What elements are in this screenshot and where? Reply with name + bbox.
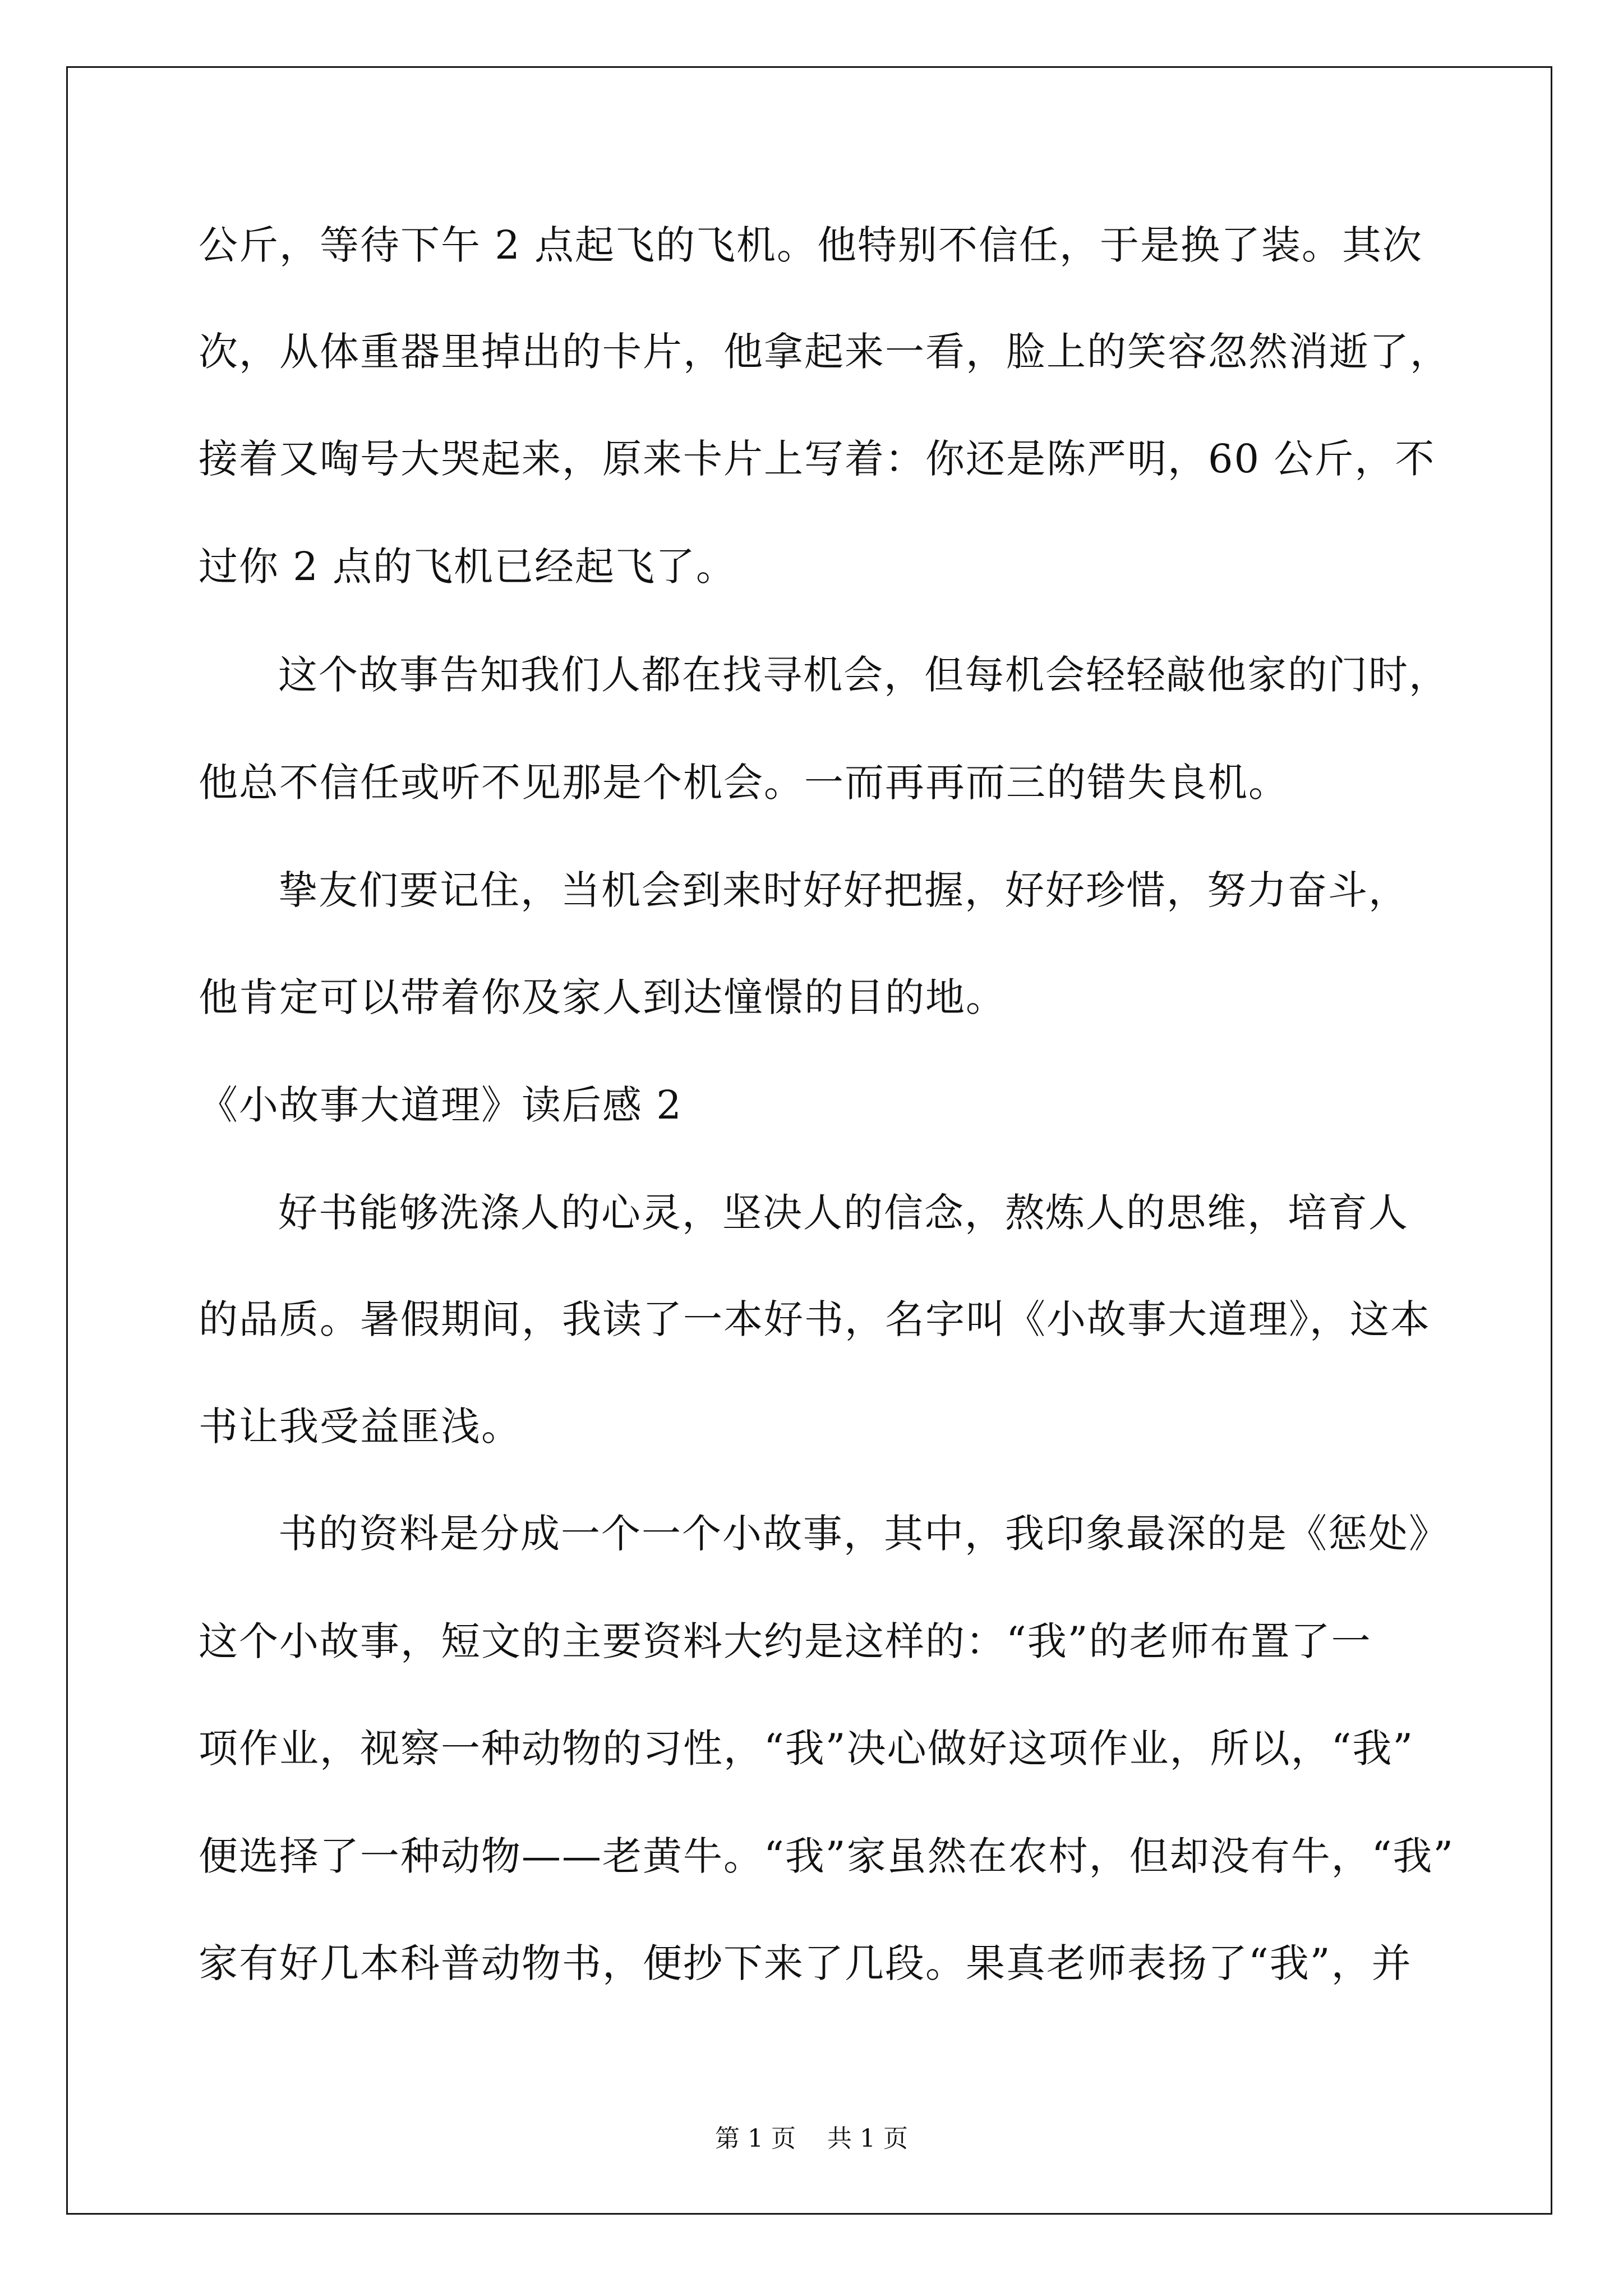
text-line: 的品质。暑假期间，我读了一本好书，名字叫《小故事大道理》，这本 (199, 1296, 1431, 1342)
section-heading: 《小故事大道理》读后感 2 (199, 1082, 683, 1128)
page-total: 共 1 页 (827, 2124, 908, 2153)
text-line: 过你 2 点的飞机已经起飞了。 (199, 544, 737, 590)
text-line: 公斤，等待下午 2 点起飞的飞机。他特别不信任，于是换了装。其次 (199, 222, 1423, 268)
page-number: 第 1 页 (715, 2124, 796, 2153)
paragraph-start: 挚友们要记住，当机会到来时好好把握，好好珍惜，努力奋斗， (278, 867, 1409, 913)
text-line: 次，从体重器里掉出的卡片，他拿起来一看，脸上的笑容忽然消逝了， (199, 329, 1450, 375)
paragraph-start: 这个故事告知我们人都在找寻机会，但每机会轻轻敲他家的门时， (278, 652, 1449, 698)
text-line: 便选择了一种动物——老黄牛。“我”家虽然在农村，但却没有牛，“我” (199, 1833, 1455, 1879)
text-line: 书让我受益匪浅。 (199, 1404, 522, 1450)
text-line: 项作业，视察一种动物的习性，“我”决心做好这项作业，所以，“我” (199, 1726, 1414, 1772)
text-line: 家有好几本科普动物书，便抄下来了几段。果真老师表扬了“我”，并 (199, 1940, 1412, 1986)
text-line: 他总不信任或听不见那是个机会。一而再再而三的错失良机。 (199, 760, 1289, 806)
paragraph-start: 好书能够洗涤人的心灵，坚决人的信念，熬炼人的思维，培育人 (278, 1190, 1409, 1236)
paragraph-start: 书的资料是分成一个一个小故事，其中，我印象最深的是《惩处》 (278, 1511, 1449, 1557)
page-frame (66, 66, 1552, 2215)
page-footer (0, 2118, 1623, 2154)
text-line: 接着又啕号大哭起来，原来卡片上写着：你还是陈严明，60 公斤，不 (199, 436, 1436, 482)
text-line: 这个小故事，短文的主要资料大约是这样的：“我”的老师布置了一 (199, 1618, 1372, 1664)
text-line: 他肯定可以带着你及家人到达憧憬的目的地。 (199, 974, 1006, 1020)
